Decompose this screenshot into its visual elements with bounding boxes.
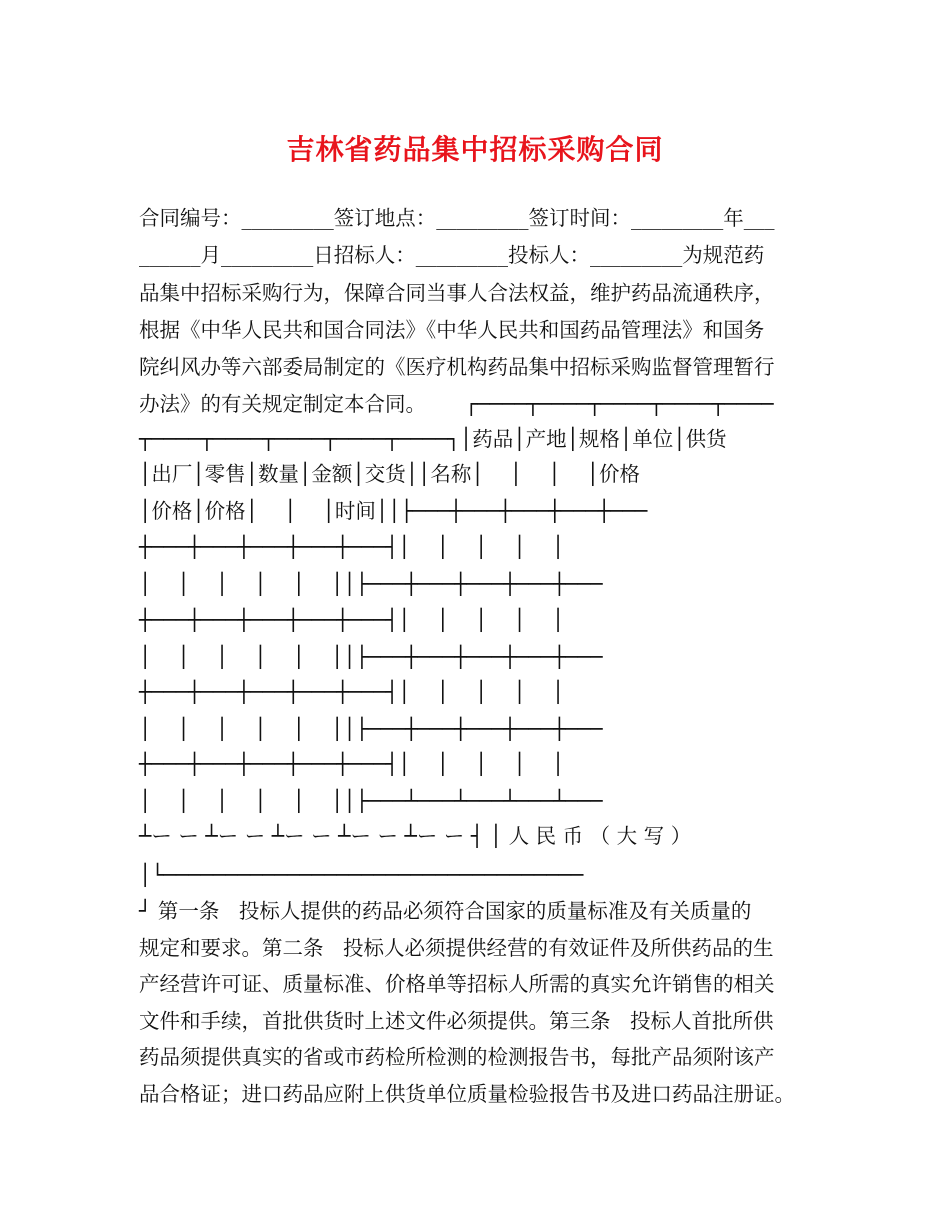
document-line: 药品须提供真实的省或市药检所检测的检测报告书，每批产品须附该产: [139, 1045, 775, 1069]
document-line: │ │ │ │ │ ││├───┼───┼───┼───┼───: [139, 572, 603, 596]
document-line: 产经营许可证、质量标准、价格单等招标人所需的真实允许销售的相关: [139, 972, 775, 996]
document-line: 院纠风办等六部委局制定的《医疗机构药品集中招标采购监督管理暂行: [139, 355, 775, 379]
document-line: 文件和手续，首批供货时上述文件必须提供。第三条 投标人首批所供: [139, 1009, 774, 1033]
document-title: 吉林省药品集中招标采购合同: [286, 133, 664, 166]
document-line: ┴ー ー ┴ー ー ┴ー ー ┴ー ー ┴ー ー ┤ │ 人 民 币 （ 大 写 ）: [139, 824, 692, 848]
document-line: ┬────┬────┬────┬────┬────┐│药品│产地│规格│单位│供货: [139, 427, 727, 451]
document-line: ┼───┼───┼───┼───┼───┤│ │ │ │ │: [139, 752, 565, 776]
document-line: │└──────────────────────────────────: [139, 863, 584, 887]
document-line: 根据《中华人民共和国合同法》《中华人民共和国药品管理法》和国务: [139, 318, 765, 342]
document-line: │ │ │ │ │ ││├───┼───┼───┼───┼───: [139, 717, 603, 741]
document-line: ______月_________日招标人：_________投标人：_________为规范药: [139, 243, 765, 267]
document-line: │ │ │ │ │ ││├───┴───┴───┴───┴───: [139, 789, 603, 813]
document-line: 品集中招标采购行为，保障合同当事人合法权益，维护药品流通秩序，: [139, 281, 775, 305]
document-line: 品合格证；进口药品应附上供货单位质量检验报告书及进口药品注册证。: [139, 1082, 795, 1106]
document-line: │出厂│零售│数量│金额│交货││名称│ │ │ │价格: [139, 462, 640, 486]
document-line: 合同编号：_________签订地点：_________签订时间：_________年___: [139, 206, 775, 230]
document-line: ┼───┼───┼───┼───┼───┤│ │ │ │ │: [139, 680, 565, 704]
document-line: ┼───┼───┼───┼───┼───┤│ │ │ │ │: [139, 608, 565, 632]
document-line: 规定和要求。第二条 投标人必须提供经营的有效证件及所供药品的生: [139, 936, 774, 960]
document-line: │价格│价格│ │ │时间││├───┼───┼───┼───┼───: [139, 499, 648, 523]
document-line: ┘ 第一条 投标人提供的药品必须符合国家的质量标准及有关质量的: [139, 899, 752, 923]
document-line: │ │ │ │ │ ││├───┼───┼───┼───┼───: [139, 645, 603, 669]
document-line: ┼───┼───┼───┼───┼───┤│ │ │ │ │: [139, 535, 565, 559]
document-line: 办法》的有关规定制定本合同。 ┌────┬────┬────┬────┬────: [139, 392, 774, 416]
